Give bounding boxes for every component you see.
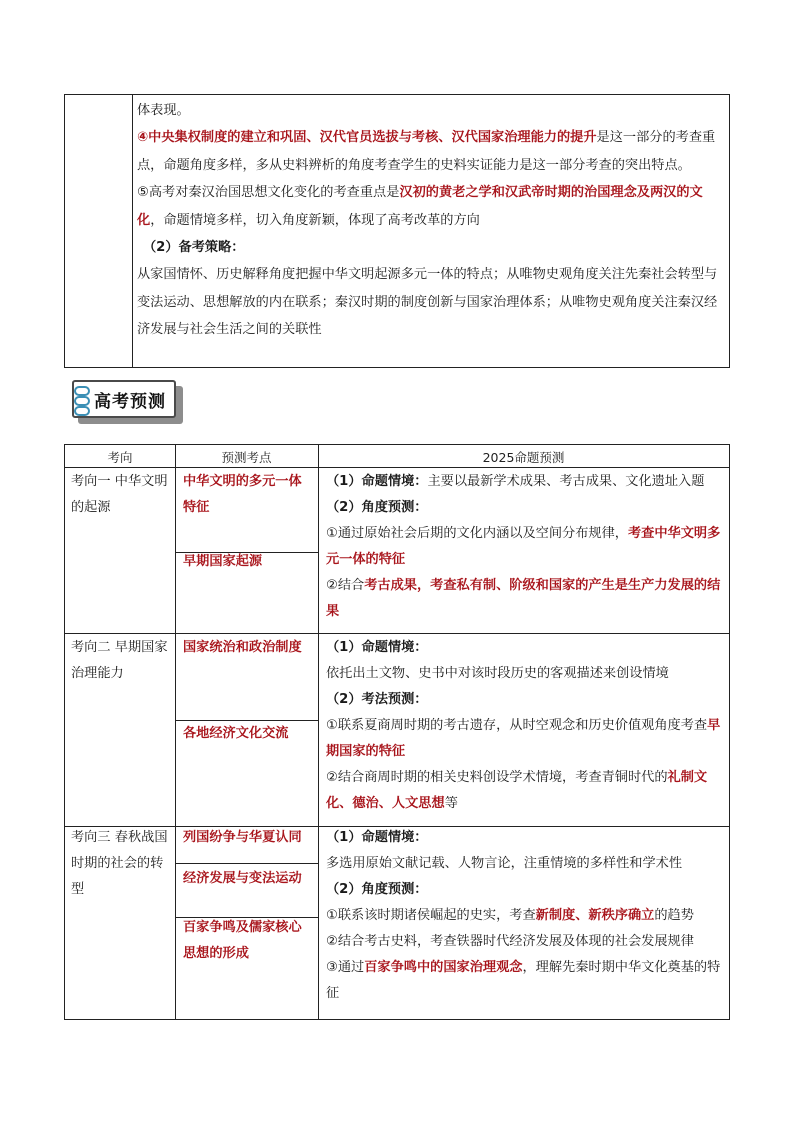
row3-direction: 考向三 春秋战国时期的社会的转型 xyxy=(71,830,168,897)
row1-p1-text: ①通过原始社会后期的文化内涵以及空间分布规律， xyxy=(326,526,628,541)
section-title: 高考预测 xyxy=(94,392,166,412)
column-divider xyxy=(175,445,176,1019)
row2-method-label: （2）考法预测： xyxy=(326,692,428,707)
item5-prefix: ⑤高考对秦汉治国思想文化变化的考查重点是 xyxy=(137,185,400,201)
analysis-item-4 xyxy=(137,124,725,179)
row1-angle-label: （2）角度预测： xyxy=(326,500,428,515)
header-prediction: 2025命题预测 xyxy=(482,450,565,465)
header-divider xyxy=(65,467,729,468)
row2-prediction xyxy=(326,635,726,817)
binder-ring-icon xyxy=(74,396,90,406)
row1-point-2: 早期国家起源 xyxy=(183,554,263,569)
row2-p2-text: ②结合商周时期的相关史料创设学术情境，考查青铜时代的 xyxy=(326,770,668,785)
analysis-line-1: 体表现。 xyxy=(137,103,190,118)
row3-point-1: 列国纷争与华夏认同 xyxy=(183,830,302,845)
row-divider xyxy=(65,633,729,634)
strategy-heading: （2）备考策略： xyxy=(143,240,245,256)
row2-p1-highlight: 早期国家的特征 xyxy=(326,718,721,759)
item5-text: ，命题情境多样，切入角度新颖，体现了高考改革的方向 xyxy=(150,212,480,228)
strategy-text: 从家国情怀、历史解释角度把握中华文明起源多元一体的特点；从唯物史观角度关注先秦社会转型与变法运动、思想解放的内在联系；秦汉时期的制度创新与国家治理体系；从唯物史观角度关注秦汉经济发展与社会生活之间的关联性 xyxy=(137,267,718,338)
row2-scenario-label: （1）命题情境： xyxy=(326,640,428,655)
item4-prefix: ④ xyxy=(137,130,149,146)
row2-point-1: 国家统治和政治制度 xyxy=(183,640,302,655)
row1-point-text-2 xyxy=(326,573,726,625)
row1-prediction xyxy=(326,469,726,625)
header-direction: 考向 xyxy=(107,450,133,465)
row1-point-text-1 xyxy=(326,521,726,573)
row3-point-text-2: ②结合考古史料，考查铁器时代经济发展及体现的社会发展规律 xyxy=(326,934,694,949)
row3-scenario-label: （1）命题情境： xyxy=(326,830,428,845)
row3-angle-label: （2）角度预测： xyxy=(326,882,428,897)
row1-scenario-label: （1）命题情境： xyxy=(326,474,428,489)
row2-p2-highlight: 礼制文化、德治、人文思想 xyxy=(326,770,708,811)
row3-p1-tail: 的趋势 xyxy=(654,908,694,923)
row2-direction: 考向二 早期国家治理能力 xyxy=(71,640,168,681)
item5-highlight: 汉初的黄老之学和汉武帝时期的治国理念及两汉的文化 xyxy=(137,185,703,228)
point-divider xyxy=(175,863,318,864)
section-header xyxy=(72,380,187,424)
row3-p3-highlight: 百家争鸣中的国家治理观念 xyxy=(364,960,523,975)
row2-p1-text: ①联系夏商周时期的考古遗存，从时空观念和历史价值观角度考查 xyxy=(326,718,708,733)
row3-point-3: 百家争鸣及儒家核心思想的形成 xyxy=(183,920,302,961)
analysis-table-continued xyxy=(64,94,730,368)
row1-scenario-text: 主要以最新学术成果、考古成果、文化遗址入题 xyxy=(427,474,705,489)
column-divider xyxy=(318,445,319,1019)
binder-ring-icon xyxy=(74,406,90,416)
row1-point-1: 中华文明的多元一体特征 xyxy=(183,474,302,515)
row3-point-text-3 xyxy=(326,955,726,1007)
row3-point-text-1 xyxy=(326,903,726,929)
row1-scenario xyxy=(326,469,726,495)
prediction-table xyxy=(64,444,730,1020)
row1-direction: 考向一 中华文明的起源 xyxy=(71,474,168,515)
row3-p3-text: ③通过 xyxy=(326,960,365,975)
row2-p2-tail: 等 xyxy=(444,796,458,811)
row2-point-text-2 xyxy=(326,765,726,817)
item4-highlight: 中央集权制度的建立和巩固、汉代官员选拔与考核、汉代国家治理能力的提升 xyxy=(148,130,597,146)
row3-p1-text: ①联系该时期诸侯崛起的史实，考查 xyxy=(326,908,536,923)
analysis-table-left-cell xyxy=(65,95,133,367)
binder-ring-icon xyxy=(74,386,90,396)
analysis-content xyxy=(137,97,725,344)
row3-prediction xyxy=(326,825,726,1007)
row3-point-2: 经济发展与变法运动 xyxy=(183,871,302,886)
row2-point-2: 各地经济文化交流 xyxy=(183,726,289,741)
row3-p1-highlight: 新制度、新秩序确立 xyxy=(535,908,655,923)
row3-p3-tail: ，理解先秦时期中华文化奠基的特征 xyxy=(326,960,721,1001)
row1-p2-text: ②结合 xyxy=(326,578,365,593)
row1-p1-highlight: 考查中华文明多元一体的特征 xyxy=(326,526,721,567)
row2-point-text-1 xyxy=(326,713,726,765)
header-points: 预测考点 xyxy=(221,450,272,465)
item4-text: 是这一部分的考查重点，命题角度多样，多从史料辨析的角度考查学生的史料实证能力是这一部分考查的突出特点。 xyxy=(137,130,716,173)
row2-scenario-text: 依托出土文物、史书中对该时段历史的客观描述来创设情境 xyxy=(326,666,669,681)
analysis-item-5 xyxy=(137,179,725,234)
row3-scenario-text: 多选用原始文献记载、人物言论，注重情境的多样性和学术性 xyxy=(326,856,683,871)
row1-p2-highlight: 考古成果，考查私有制、阶级和国家的产生是生产力发展的结果 xyxy=(326,578,721,619)
